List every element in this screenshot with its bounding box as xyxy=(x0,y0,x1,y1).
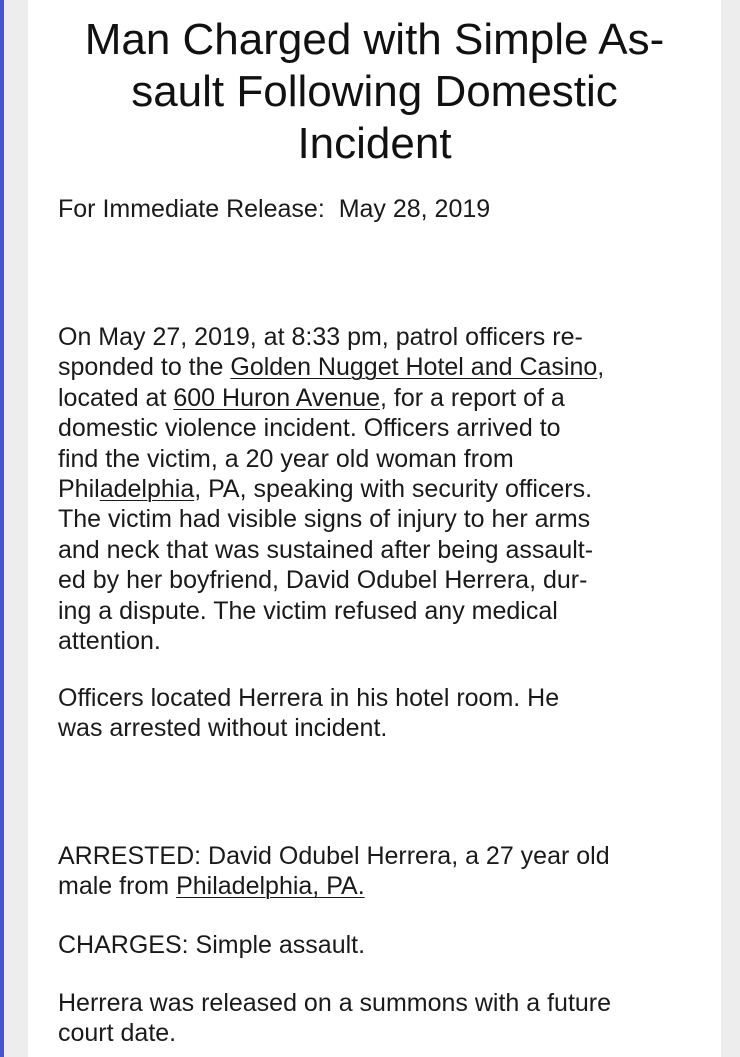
philadelphia-pa-link[interactable]: Philadelphia, PA. xyxy=(176,872,365,901)
paragraph-line: located at 600 Huron Avenue, for a report of a xyxy=(58,383,565,412)
release-date-line xyxy=(58,194,708,224)
paragraph-line: court date. xyxy=(58,1019,177,1048)
philadelphia-link[interactable]: adelphia xyxy=(99,475,195,504)
paragraph-line: male from Philadelphia, PA. xyxy=(58,872,365,901)
incident-paragraph xyxy=(58,322,708,656)
paragraph-line: find the victim, a 20 year old woman from xyxy=(58,444,514,473)
title-line: Man Charged with Simple As- xyxy=(84,15,665,64)
paragraph-line: ed by her boyfriend, David Odubel Herrera, dur- xyxy=(58,566,588,595)
paragraph-line: The victim had visible signs of injury to her arms xyxy=(58,505,591,534)
paragraph-line: Herrera was released on a summons with a future xyxy=(58,989,612,1017)
golden-nugget-link[interactable]: Golden Nugget Hotel and Casino xyxy=(230,353,598,382)
release-date: May 28, 2019 xyxy=(338,195,491,223)
paragraph-line: ARRESTED: David Odubel Herrera, a 27 year old xyxy=(58,842,610,870)
paragraph-line: Philadelphia, PA, speaking with security officers. xyxy=(58,475,593,504)
paragraph-line: Officers located Herrera in his hotel room. He xyxy=(58,684,560,712)
arrest-paragraph xyxy=(58,683,708,744)
window-left-edge xyxy=(0,0,4,1057)
paragraph-line: attention. xyxy=(58,627,161,656)
address-link[interactable]: 600 Huron Avenue xyxy=(173,383,381,412)
charges-section xyxy=(58,930,708,960)
paragraph-line: domestic violence incident. Officers arrived to xyxy=(58,414,561,443)
paragraph-line: was arrested without incident. xyxy=(58,714,388,743)
title-line: Incident xyxy=(297,119,452,168)
arrested-section xyxy=(58,841,708,902)
paragraph-line: and neck that was sustained after being assault- xyxy=(58,535,594,564)
release-note-section xyxy=(58,988,708,1049)
release-label: For Immediate Release: xyxy=(58,195,325,223)
paragraph-line: sponded to the Golden Nugget Hotel and Casino, xyxy=(58,353,605,382)
paragraph-line: ing a dispute. The victim refused any medical xyxy=(58,596,558,625)
page-title xyxy=(28,14,721,170)
title-line: sault Following Domestic xyxy=(131,67,618,116)
paragraph-line: On May 27, 2019, at 8:33 pm, patrol officers re- xyxy=(58,323,583,351)
charges-text: CHARGES: Simple assault. xyxy=(58,931,366,959)
press-release-page xyxy=(28,0,721,1057)
